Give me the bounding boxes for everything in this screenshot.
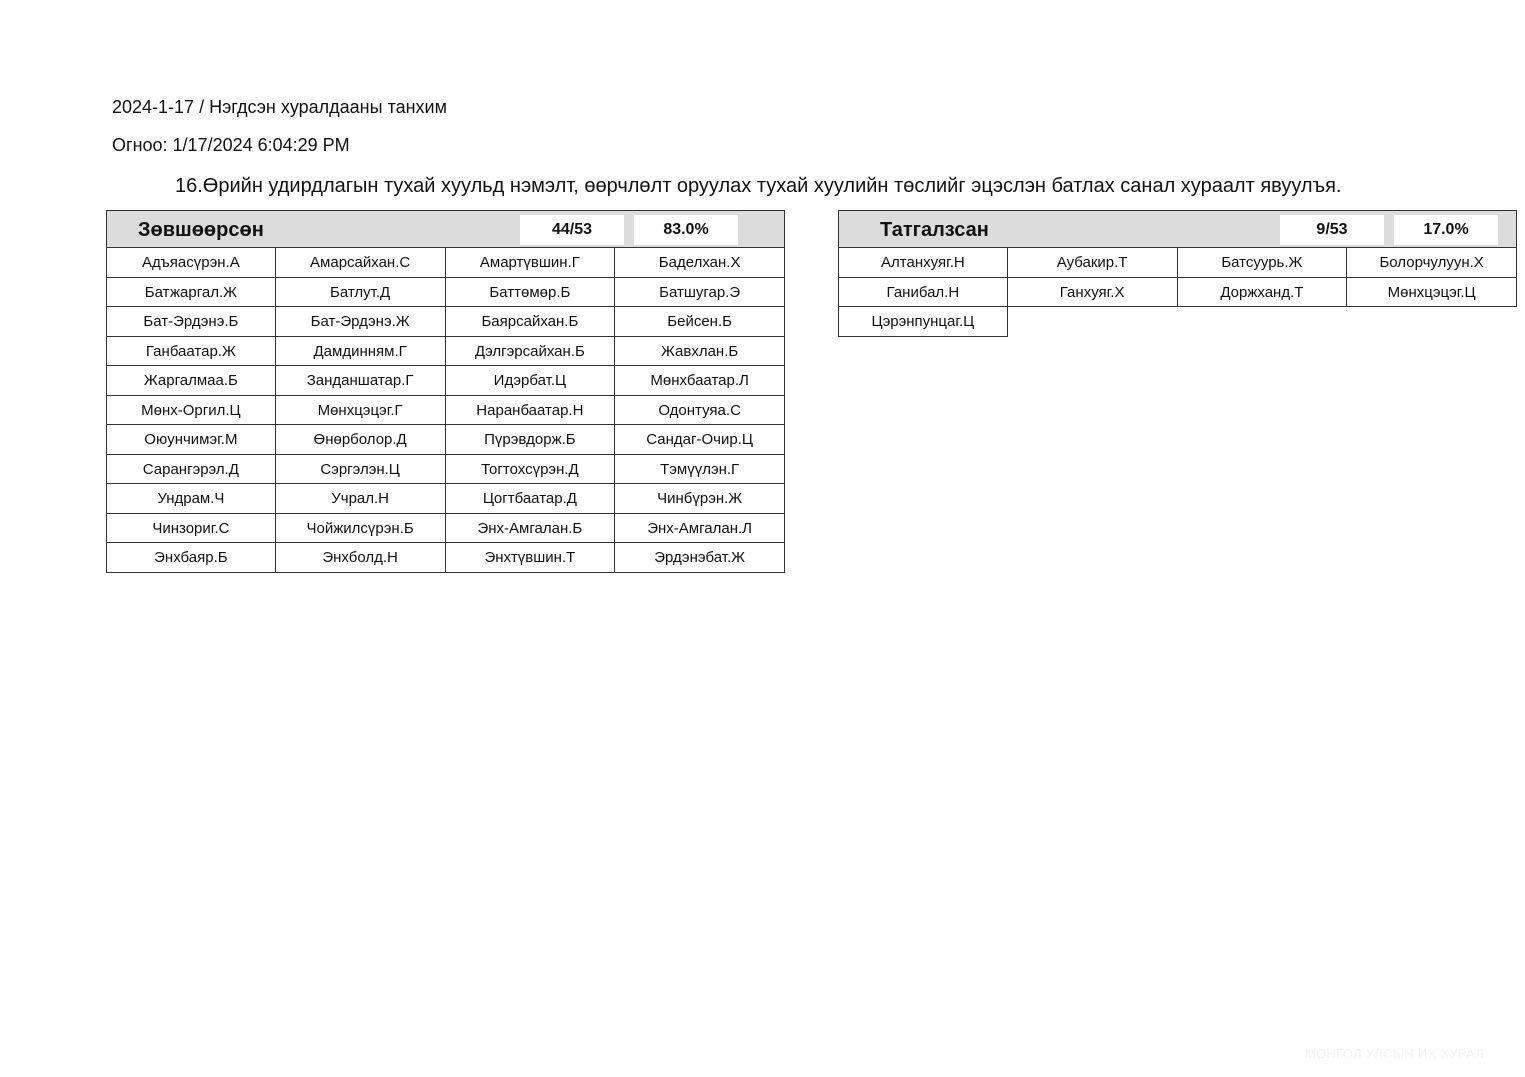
rejected-header (838, 210, 1517, 248)
member-name-cell: Цогтбаатар.Д (446, 484, 616, 514)
member-name-cell: Энхтүвшин.Т (446, 543, 616, 573)
member-name-cell: Бат-Эрдэнэ.Б (106, 307, 276, 337)
rejected-title: Татгалзсан (880, 219, 989, 241)
member-name-cell: Одонтуяа.С (615, 396, 785, 426)
approved-header (106, 210, 785, 248)
member-name-cell: Эрдэнэбат.Ж (615, 543, 785, 573)
member-name-cell: Ганхуяг.Х (1008, 278, 1178, 308)
member-name-cell: Учрал.Н (276, 484, 446, 514)
rejected-names-grid (838, 248, 1517, 337)
member-name-cell: Батжаргал.Ж (106, 278, 276, 308)
member-name-cell: Адъяасүрэн.А (106, 248, 276, 278)
approved-names-grid (106, 248, 785, 573)
member-name-cell: Алтанхуяг.Н (838, 248, 1008, 278)
rejected-percent: 17.0% (1394, 215, 1498, 245)
member-name-cell: Мөнхцэцэг.Ц (1347, 278, 1517, 308)
vote-date: Огноо: 1/17/2024 6:04:29 PM (112, 135, 350, 155)
member-name-cell: Сарангэрэл.Д (106, 455, 276, 485)
member-name-cell: Энх-Амгалан.Б (446, 514, 616, 544)
session-title: 2024-1-17 / Нэгдсэн хуралдааны танхим (112, 97, 447, 117)
rejected-count: 9/53 (1280, 215, 1384, 245)
member-name-cell: Ундрам.Ч (106, 484, 276, 514)
member-name-cell: Батлут.Д (276, 278, 446, 308)
member-name-cell: Цэрэнпунцаг.Ц (838, 307, 1008, 337)
member-name-cell: Баделхан.Х (615, 248, 785, 278)
member-name-cell: Мөнхцэцэг.Г (276, 396, 446, 426)
member-name-cell: Жавхлан.Б (615, 337, 785, 367)
member-name-cell: Тэмүүлэн.Г (615, 455, 785, 485)
member-name-cell: Мөнхбаатар.Л (615, 366, 785, 396)
member-name-cell: Чинзориг.С (106, 514, 276, 544)
member-name-cell: Бейсен.Б (615, 307, 785, 337)
member-name-cell: Дэлгэрсайхан.Б (446, 337, 616, 367)
member-name-cell: Занданшатар.Г (276, 366, 446, 396)
watermark: МОНГОЛ УЛСЫН ИХ ХУРАЛ (1305, 1046, 1485, 1061)
approved-percent: 83.0% (634, 215, 738, 245)
member-name-cell: Оюунчимэг.М (106, 425, 276, 455)
member-name-cell: Чойжилсүрэн.Б (276, 514, 446, 544)
member-name-cell: Болорчулуун.Х (1347, 248, 1517, 278)
approved-title: Зөвшөөрсөн (138, 219, 264, 241)
member-name-cell: Өнөрболор.Д (276, 425, 446, 455)
member-name-cell: Бат-Эрдэнэ.Ж (276, 307, 446, 337)
member-name-cell: Энхбаяр.Б (106, 543, 276, 573)
member-name-cell: Энхболд.Н (276, 543, 446, 573)
member-name-cell: Амартүвшин.Г (446, 248, 616, 278)
member-name-cell: Чинбүрэн.Ж (615, 484, 785, 514)
member-name-cell: Доржханд.Т (1178, 278, 1348, 308)
member-name-cell: Жаргалмаа.Б (106, 366, 276, 396)
member-name-cell: Пүрэвдорж.Б (446, 425, 616, 455)
member-name-cell: Ганибал.Н (838, 278, 1008, 308)
member-name-cell: Баттөмөр.Б (446, 278, 616, 308)
member-name-cell: Наранбаатар.Н (446, 396, 616, 426)
member-name-cell: Сэргэлэн.Ц (276, 455, 446, 485)
member-name-cell: Дамдинням.Г (276, 337, 446, 367)
member-name-cell: Баярсайхан.Б (446, 307, 616, 337)
approved-panel (106, 210, 785, 573)
member-name-cell: Ганбаатар.Ж (106, 337, 276, 367)
member-name-cell: Батсуурь.Ж (1178, 248, 1348, 278)
member-name-cell: Идэрбат.Ц (446, 366, 616, 396)
member-name-cell: Амарсайхан.С (276, 248, 446, 278)
member-name-cell: Мөнх-Оргил.Ц (106, 396, 276, 426)
member-name-cell: Сандаг-Очир.Ц (615, 425, 785, 455)
member-name-cell: Аубакир.Т (1008, 248, 1178, 278)
approved-count: 44/53 (520, 215, 624, 245)
rejected-panel (838, 210, 1517, 337)
vote-question: 16.Өрийн удирдлагын тухай хуульд нэмэлт, өөрчлөлт оруулах тухай хуулийн төслийг эцэслэн батлах санал хураалт явуулъя. (175, 175, 1342, 197)
member-name-cell: Батшугар.Э (615, 278, 785, 308)
member-name-cell: Тогтохсүрэн.Д (446, 455, 616, 485)
member-name-cell: Энх-Амгалан.Л (615, 514, 785, 544)
